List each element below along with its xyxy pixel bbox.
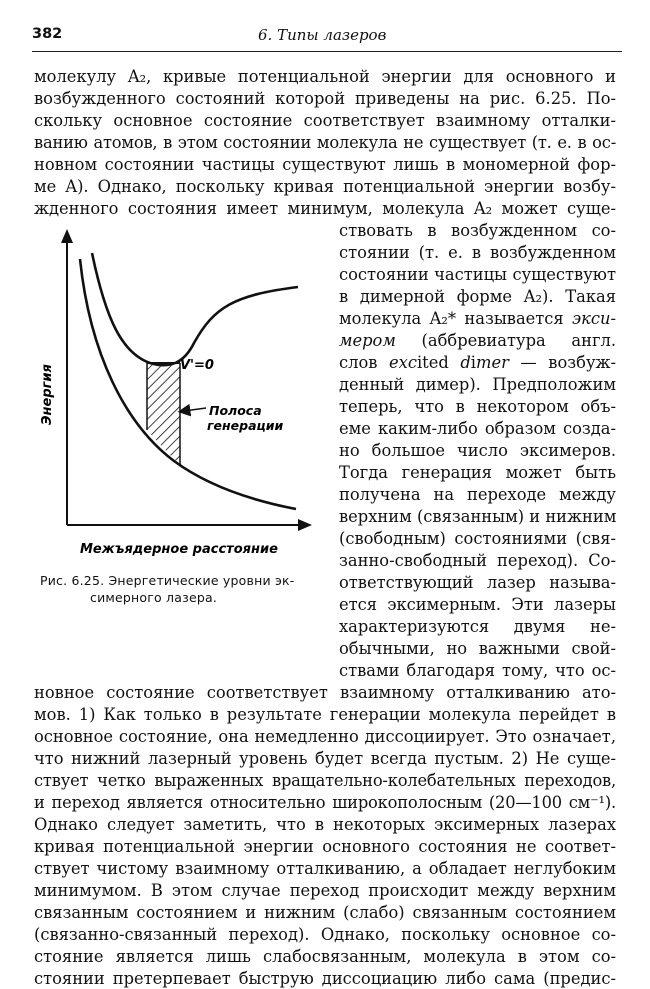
text-line: ответствующий лазер называ- <box>339 573 616 592</box>
italic-term: экси- <box>572 309 616 328</box>
text-run: называется <box>456 309 573 328</box>
text-line: теперь, что в некотором объ- <box>339 397 616 416</box>
text-run: ited <box>416 353 461 372</box>
text-line: занно-свободный переход). Со- <box>339 551 616 570</box>
text-line: Однако следует заметить, что в некоторых эксимерных лазерах <box>34 815 616 834</box>
text-line: верхним (связанным) и нижним <box>339 507 617 526</box>
page-number: 382 <box>32 26 63 42</box>
x-axis-label: Межъядерное расстояние <box>80 542 278 557</box>
text-line: ствами благодаря тому, что ос- <box>339 661 616 680</box>
text-line: основное состояние, она немедленно диссоциирует. Это означает, <box>34 727 616 746</box>
text-line: еме каким-либо образом созда- <box>339 419 616 438</box>
text-line: ствует чистому взаимному отталкиванию, а обладает неглубоким <box>34 859 616 878</box>
text-line: новное состояние соответствует взаимному отталкиванию ато- <box>34 683 616 702</box>
text-line: ется эксимерным. Эти лазеры <box>339 595 616 614</box>
text-line: что нижний лазерный уровень будет всегда пустым. 2) Не суще- <box>34 749 616 768</box>
text-line: обычными, но важными свой- <box>339 639 616 658</box>
text-line: ствует четко выраженных вращательно-колебательных переходов, <box>34 771 616 790</box>
text-line <box>339 331 616 351</box>
italic-term: мером <box>339 331 396 350</box>
generation-band <box>147 363 180 465</box>
x-axis-arrow-icon <box>298 519 312 531</box>
level-v0-label: V'=0 <box>180 358 214 373</box>
text-line: мов. 1) Как только в результате генерации молекула перейдет в <box>34 705 616 724</box>
text-line: получена на переходе между <box>339 485 616 504</box>
text-line: стоянии претерпевает быструю диссоциацию либо сама (предис- <box>34 969 616 988</box>
ground-state-curve <box>80 259 296 509</box>
text-line: ванию атомов, в этом состоянии молекула не существует (т. е. в ос- <box>34 133 616 152</box>
text-line: скольку основное состояние соответствует взаимному отталки- <box>34 111 616 130</box>
symbol: A₂* <box>429 309 457 328</box>
text-line: стоянии (т. е. в возбужденном <box>339 243 616 262</box>
excited-state-curve <box>92 253 298 365</box>
page-header <box>32 26 622 48</box>
text-run: (аббревиатура англ. <box>395 331 616 350</box>
text-line: Тогда генерация может быть <box>339 463 616 482</box>
italic-term: exc <box>389 353 417 372</box>
text-line: в димерной форме A₂). Такая <box>339 287 616 306</box>
text-line: и переход является относительно широкополосным (20—100 см⁻¹). <box>34 793 616 812</box>
text-line <box>339 309 616 329</box>
text-line: новном состоянии частицы существуют лишь в мономерной фор- <box>34 155 616 174</box>
text-line: минимумом. В этом случае переход происходит между верхним <box>34 881 616 900</box>
figure-excimer-levels <box>34 225 330 565</box>
text-run: слов <box>339 353 390 372</box>
y-axis-label: Энергия <box>40 364 55 425</box>
band-label-line2: генерации <box>207 418 284 433</box>
text-line: ствовать в возбужденном со- <box>339 221 616 240</box>
text-line: кривая потенциальной энергии основного состояния не соответ- <box>34 837 616 856</box>
text-run: молекула <box>339 309 430 328</box>
text-line: ме A). Однако, поскольку кривая потенциальной энергии возбу- <box>34 177 616 196</box>
italic-term: mer <box>476 353 509 372</box>
text-run: i <box>470 353 476 372</box>
figure-caption-line2: симерного лазера. <box>90 590 218 605</box>
text-line <box>339 353 616 373</box>
text-line: жденного состояния имеет минимум, молекула A₂ может суще- <box>34 199 616 218</box>
band-label-line1: Полоса <box>209 403 262 418</box>
header-rule <box>32 51 622 52</box>
text-line: но большое число эксимеров. <box>339 441 616 460</box>
band-pointer-arrow <box>184 408 206 411</box>
text-line: (свободным) состояниями (свя- <box>339 529 616 548</box>
text-line: стояние является лишь слабосвязанным, молекула в этом со- <box>34 947 616 966</box>
italic-term: d <box>460 353 471 372</box>
text-line: характеризуются двумя не- <box>339 617 616 636</box>
text-run: — возбуж- <box>508 353 617 372</box>
text-line: связанным состоянием и нижним (слабо) связанным состоянием <box>34 903 616 922</box>
text-line: возбужденного состояний которой приведены на рис. 6.25. По- <box>34 89 616 108</box>
text-line: молекулу A₂, кривые потенциальной энергии для основного и <box>34 67 616 86</box>
running-head: 6. Типы лазеров <box>258 26 387 44</box>
figure-diagram <box>34 225 330 565</box>
text-line: (связанно-связанный переход). Однако, поскольку основное со- <box>34 925 616 944</box>
text-line: состоянии частицы существуют <box>339 265 616 284</box>
y-axis-arrow-icon <box>61 229 73 243</box>
figure-caption-line1: Рис. 6.25. Энергетические уровни эк- <box>40 573 295 588</box>
text-line: денный димер). Предположим <box>339 375 616 394</box>
